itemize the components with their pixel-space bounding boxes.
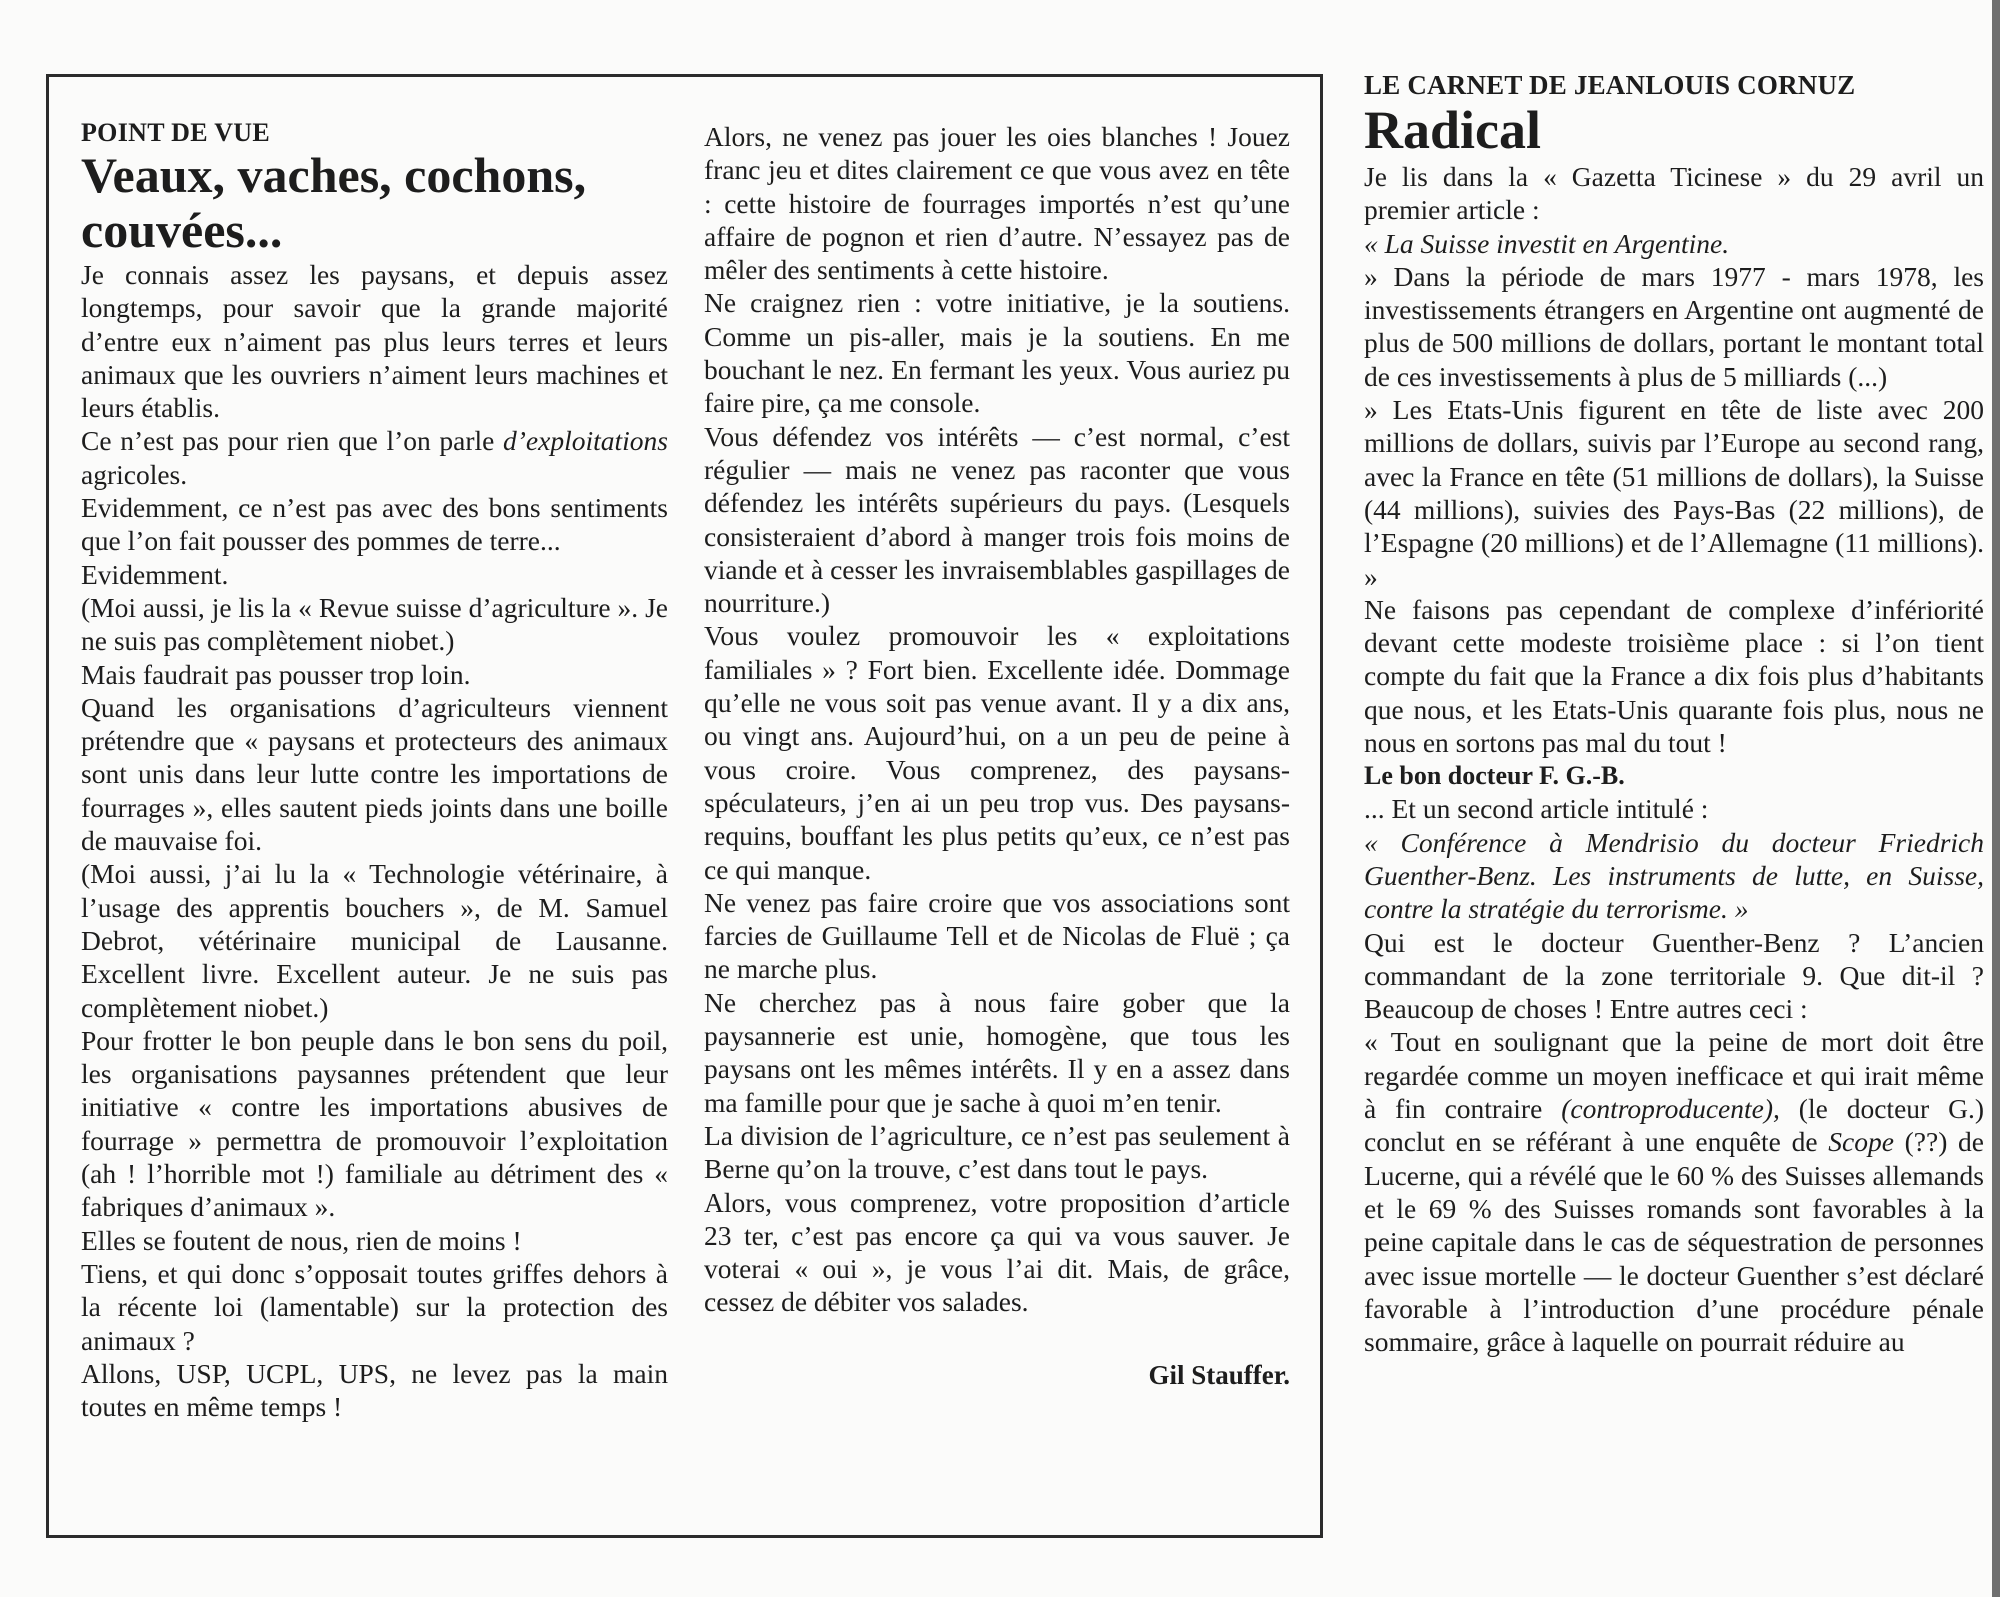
- paragraph: La division de l’agriculture, ce n’est pas seulement à Berne qu’on la trouve, c’est dans tout le pays.: [704, 1119, 1290, 1185]
- paragraph: Je lis dans la « Gazetta Ticinese » du 29 avril un premier article :: [1364, 161, 1984, 226]
- paragraph: (Moi aussi, je lis la « Revue suisse d’agriculture ». Je ne suis pas complètement niobet.): [81, 591, 668, 657]
- paragraph: Alors, vous comprenez, votre proposition d’article 23 ter, c’est pas encore ça qui va vous sauver. Je voterai « oui », je vous l’ai dit. Mais, de grâce, cessez de débiter vos salades.: [704, 1186, 1290, 1318]
- author-signature: Gil Stauffer.: [1148, 1359, 1290, 1390]
- paragraph: Ne faisons pas cependant de complexe d’infériorité devant cette modeste troisième place : si l’on tient compte du fait que la France a dix fois plus d’habitants que nous, et les Etats-Unis quarante fois plus, nous ne nous en sortons pas mal du tout !: [1364, 593, 1984, 759]
- paragraph: ... Et un second article intitulé :: [1364, 793, 1709, 825]
- paragraph: Allons, USP, UCPL, UPS, ne levez pas la main toutes en même temps !: [81, 1357, 668, 1423]
- italic-term: d’exploitations: [503, 425, 668, 457]
- paragraph: Evidemment.: [81, 558, 229, 590]
- article-title: Radical: [1364, 100, 1542, 160]
- paragraph: (Moi aussi, j’ai lu la « Technologie vétérinaire, à l’usage des apprentis bouchers », de M. Samuel Debrot, vétérinaire municipal de Lausanne. Excellent livre. Excellent auteur. Je ne suis pas complètement niobet.): [81, 858, 668, 1023]
- paragraph: Elles se foutent de nous, rien de moins !: [81, 1224, 522, 1256]
- article-title: Veaux, vaches, cochons, couvées...: [81, 147, 587, 258]
- paragraph: » Les Etats-Unis figurent en tête de liste avec 200 millions de dollars, suivis par l’Europe au second rang, avec la France en tête (51 millions de dollars), la Suisse (44 millions), suivies des Pays-Bas (22 millions), de l’Espagne (20 millions) et de l’Allemagne (11 millions). »: [1364, 394, 1984, 592]
- paragraph: Evidemment, ce n’est pas avec des bons sentiments que l’on fait pousser des pommes de terre...: [81, 492, 668, 557]
- paragraph: Vous défendez vos intérêts — c’est normal, c’est régulier — mais ne venez pas raconter que vous défendez les intérêts supérieurs du pays. (Lesquels consisteraient d’abord à manger trois fois moins de viande et à cesser les invraisemblables gaspillages de nourriture.): [704, 420, 1290, 619]
- paragraph: » Dans la période de mars 1977 - mars 1978, les investissements étrangers en Argentine ont augmenté de plus de 500 millions de dollars, portant le montant total de ces investissements à plus de 5 milliards (...): [1364, 260, 1984, 392]
- paragraph: Qui est le docteur Guenther-Benz ? L’ancien commandant de la zone territoriale 9. Que dit-il ? Beaucoup de choses ! Entre autres ceci :: [1364, 926, 1984, 1025]
- paragraph: Ne craignez rien : votre initiative, je la soutiens. Comme un pis-aller, mais je la soutiens. En me bouchant le nez. En fermant les yeux. Vous auriez pu faire pire, ça me console.: [704, 287, 1290, 419]
- section-kicker: LE CARNET DE JEANLOUIS CORNUZ: [1364, 70, 1856, 100]
- paragraph: Vous voulez promouvoir les « exploitations familiales » ? Fort bien. Excellente idée. Dommage qu’elle ne vous soit pas venue avant. Il y a dix ans, ou vingt ans. Aujourd’hui, on a un peu de peine à vous croire. Vous comprenez, des paysans-spéculateurs, j’en ai un peu trop vus. Des paysans-requins, bouffant les plus petits qu’eux, ce n’est pas ce qui manque.: [704, 620, 1290, 885]
- paragraph: Tiens, et qui donc s’opposait toutes griffes dehors à la récente loi (lamentable) sur la protection des animaux ?: [81, 1257, 668, 1356]
- paragraph: Je connais assez les paysans, et depuis assez longtemps, pour savoir que la grande majorité d’entre eux n’aiment pas plus leurs terres et leurs animaux que les ouvriers n’aiment leurs machines et leurs établis.: [81, 259, 668, 424]
- paragraph: Mais faudrait pas pousser trop loin.: [81, 658, 471, 690]
- paragraph: Alors, ne venez pas jouer les oies blanches ! Jouez franc jeu et dites clairement ce que vous avez en tête : cette histoire de fourrages importés n’est qu’une affaire de pognon et rien d’autre. N’essayez pas de mêler des sentiments à cette histoire.: [704, 121, 1290, 286]
- left-article-column-1: [81, 118, 668, 1423]
- paragraph: Ne cherchez pas à nous faire gober que la paysannerie est unie, homogène, que tous les paysans ont les mêmes intérêts. Il y en a assez dans ma famille pour que je sache à quoi m’en tenir.: [704, 986, 1290, 1118]
- italic-term: Scope: [1828, 1126, 1894, 1158]
- right-article-column: [1364, 70, 1984, 1358]
- subheading: Le bon docteur F. G.-B.: [1364, 761, 1625, 791]
- paragraph: « Tout en soulignant que la peine de mort doit être regardée comme un moyen inefficace et qui irait même à fin contraire (controproducente), (le docteur G.) conclut en se référant à une enquête de Scope (??) de Lucerne, qui a révélé que le 60 % des Suisses allemands et le 69 % des Suisses romands sont favorables à la peine capitale dans le cas de séquestration de personnes avec issue mortelle — le docteur Guenther s’est déclaré favorable à l’introduction d’une procédure pénale sommaire, grâce à laquelle on pourrait réduire au: [1364, 1026, 1984, 1358]
- paragraph: « La Suisse investit en Argentine.: [1364, 227, 1730, 259]
- paragraph: Pour frotter le bon peuple dans le bon sens du poil, les organisations paysannes prétendent que leur initiative « contre les importations abusives de fourrage » permettra de promouvoir l’exploitation (ah ! l’horrible mot !) familiale au détriment des « fabriques d’animaux ».: [81, 1024, 668, 1223]
- paragraph: Ne venez pas faire croire que vos associations sont farcies de Guillaume Tell et de Nicolas de Fluë ; ça ne marche plus.: [704, 886, 1290, 985]
- italic-term: (controproducente),: [1561, 1093, 1780, 1125]
- paragraph: « Conférence à Mendrisio du docteur Friedrich Guenther-Benz. Les instruments de lutte, en Suisse, contre la stratégie du terrorisme. »: [1364, 826, 1984, 925]
- left-article-column-2: [704, 120, 1290, 1392]
- page-edge-shadow: [1992, 0, 2000, 1597]
- section-kicker: POINT DE VUE: [81, 118, 271, 147]
- paragraph: Ce n’est pas pour rien que l’on parle d’exploitations agricoles.: [81, 425, 668, 490]
- paragraph: Quand les organisations d’agriculteurs viennent prétendre que « paysans et protecteurs des animaux sont unis dans leur lutte contre les importations de fourrages », elles sautent pieds joints dans une boille de mauvaise foi.: [81, 691, 668, 857]
